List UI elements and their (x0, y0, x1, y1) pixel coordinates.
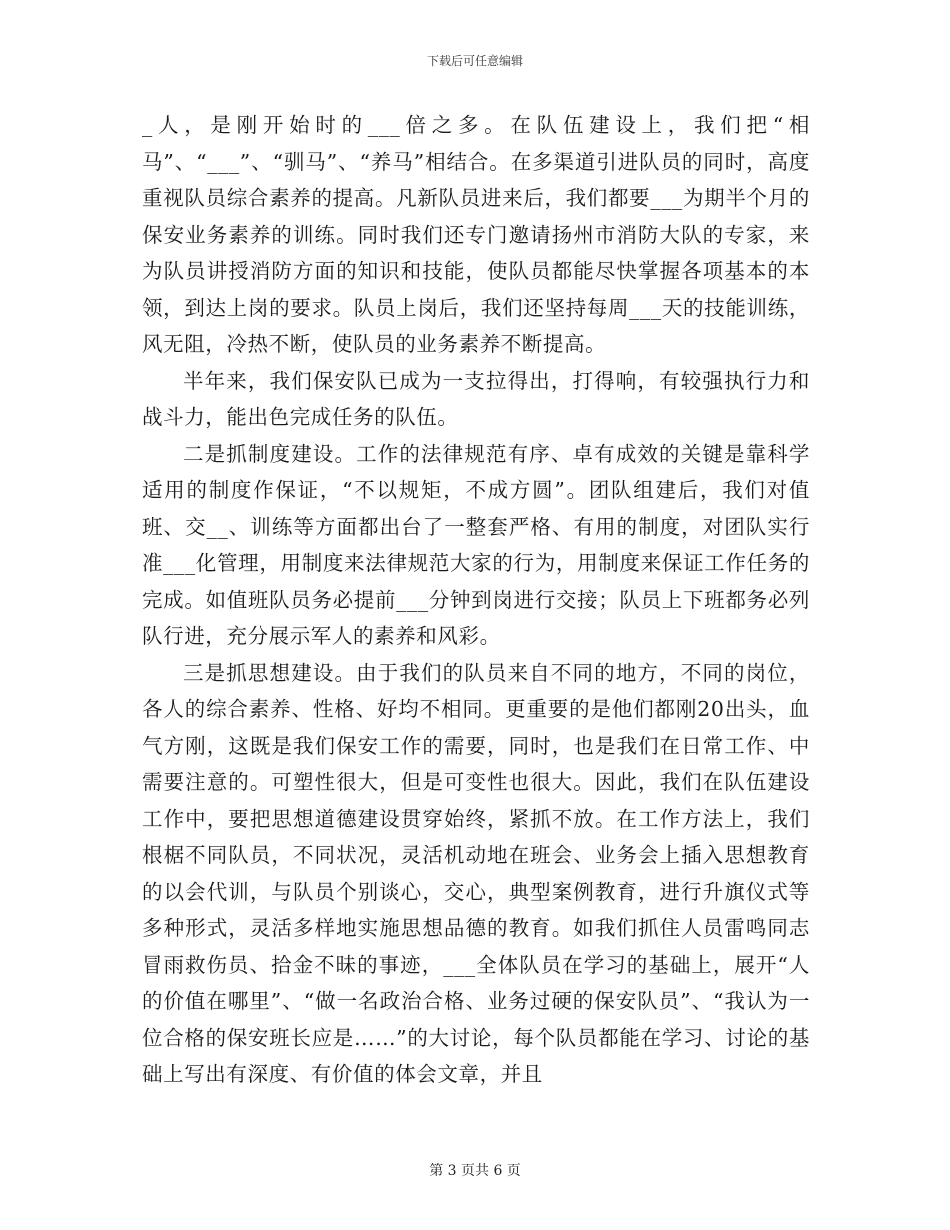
document-body (142, 107, 810, 1093)
page-number-footer: 第 3 页共 6 页 (429, 1163, 521, 1179)
page-header: 下载后可任意编辑 (426, 54, 523, 68)
paragraph-3: 二是抓制度建设。工作的法律规范有序、卓有成效的关键是靠科学适用的制度作保证，“不以规矩，不成方圆”。团队组建后，我们对值班、交__、训练等方面都出台了一整套严格、有用的制度，对团队实行准___化管理，用制度来法律规范大家的行为，用制度来保证工作任务的完成。如值班队员务必提前___分钟到岗进行交接；队员上下班都务必列队行进，充分展示军人的素养和风彩。 (142, 441, 810, 648)
paragraph-2: 半年来，我们保安队已成为一支拉得出，打得响，有较强执行力和战斗力，能出色完成任务的队伍。 (142, 368, 810, 429)
paragraph-4: 三是抓思想建设。由于我们的队员来自不同的地方，不同的岗位，各人的综合素养、性格、好均不相同。更重要的是他们都刚20出头，血气方刚，这既是我们保安工作的需要，同时，也是我们在日常工作、中需要注意的。可塑性很大，但是可变性也很大。因此，我们在队伍建设工作中，要把思想道德建设贯穿始终，紧抓不放。在工作方法上，我们根椐不同队员，不同状况，灵活机动地在班会、业务会上插入思想教育的以会代训，与队员个别谈心，交心，典型案例教育，进行升旗仪式等多种形式，灵活多样地实施思想品德的教育。如我们抓住人员雷鸣同志冒雨救伤员、拾金不昧的事迹，___全体队员在学习的基础上，展开“人的价值在哪里”、“做一名政治合格、业务过硬的保安队员”、“我认为一位合格的保安班长应是……”的大讨论，每个队员都能在学习、讨论的基础上写出有深度、有价值的体会文章，并且 (142, 660, 810, 1086)
paragraph-1: _人，是刚开始时的___倍之多。在队伍建设上，我们把“相马”、“___”、“驯马”、“养马”相结合。在多渠道引进队员的同时，高度重视队员综合素养的提高。凡新队员进来后，我们都要___为期半个月的保安业务素养的训练。同时我们还专门邀请扬州市消防大队的专家，来为队员讲授消防方面的知识和技能，使队员都能尽快掌握各项基本的本领，到达上岗的要求。队员上岗后，我们还坚持每周___天的技能训练，风无阻，冷热不断，使队员的业务素养不断提高。 (142, 113, 810, 356)
